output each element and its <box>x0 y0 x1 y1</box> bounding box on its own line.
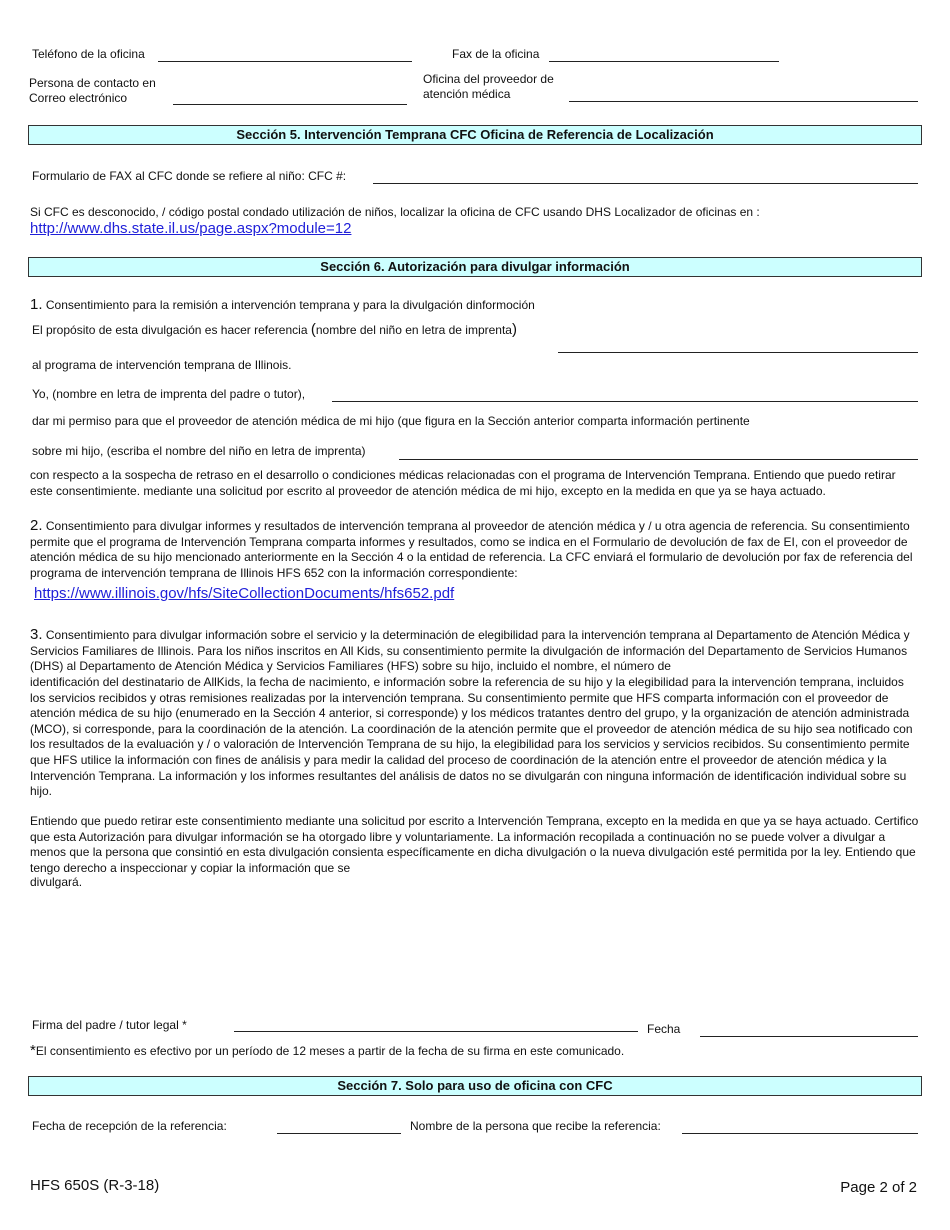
signature-label: Firma del padre / tutor legal * <box>32 1018 187 1032</box>
referral-receiver-field[interactable] <box>682 1133 918 1134</box>
provider-office-field[interactable] <box>569 101 918 102</box>
item-1-heading <box>30 297 535 313</box>
contact-email-field[interactable] <box>173 104 407 105</box>
parent-name-label: Yo, (nombre en letra de imprenta del padre o tutor), <box>32 387 306 401</box>
provider-office-label-line1: Oficina del proveedor de <box>423 72 554 86</box>
office-phone-label: Teléfono de la oficina <box>32 47 145 61</box>
cfc-fax-label: Formulario de FAX al CFC donde se refiere al niño: CFC #: <box>32 169 347 183</box>
item-3-paragraph <box>30 627 920 675</box>
item-1-title: Consentimiento para la remisión a intervención temprana y para la divulgación dinformoción <box>45 298 535 312</box>
section-7-title: Sección 7. Solo para uso de oficina con CFC <box>28 1076 922 1096</box>
office-fax-field[interactable] <box>549 61 779 62</box>
footnote-star: * <box>30 1042 36 1059</box>
purpose-paren-open: ( <box>310 321 316 338</box>
page-number: Page 2 of 2 <box>840 1179 917 1196</box>
footnote-text: El consentimiento es efectivo por un período de 12 meses a partir de la fecha de su firma en este comunicado. <box>35 1044 625 1058</box>
item-2-number: 2. <box>30 517 43 534</box>
purpose-paren-close: ) <box>511 321 517 338</box>
child-name-field-1[interactable] <box>558 352 918 353</box>
form-id: HFS 650S (R-3-18) <box>30 1177 160 1194</box>
date-field[interactable] <box>700 1036 918 1037</box>
provider-office-label-line2: atención médica <box>423 87 511 101</box>
office-phone-field[interactable] <box>158 61 412 62</box>
child-name-label: sobre mi hijo, (escriba el nombre del niño en letra de imprenta) <box>32 444 366 458</box>
date-label: Fecha <box>647 1022 681 1036</box>
hfs652-link[interactable]: https://www.illinois.gov/hfs/SiteCollectionDocuments/hfs652.pdf <box>34 585 455 602</box>
item-2-body: Consentimiento para divulgar informes y resultados de intervención temprana al proveedor de atención médica y / u otra agencia de referencia. Su consentimiento permite que el programa de Intervención Temprana comparta informes y resultados, como se indica en el Formulario de devolución de fax de EI, con el proveedor de atención médica de su hijo mencionado anteriormente en la Sección 4 o la entidad de referencia. La CFC enviará el formulario de devolución por fax de referencia del programa de intervención temprana de Illinois HFS 652 con la información correspondiente: <box>30 519 913 580</box>
contact-email-label-line1: Persona de contacto en <box>29 76 156 90</box>
dhs-locator-link[interactable]: http://www.dhs.state.il.us/page.aspx?module=12 <box>30 220 352 237</box>
parent-name-field[interactable] <box>332 401 918 402</box>
referral-receiver-label: Nombre de la persona que recibe la referencia: <box>410 1119 661 1133</box>
consent-footnote <box>30 1043 624 1059</box>
cfc-number-field[interactable] <box>373 183 918 184</box>
item-1-body: con respecto a la sospecha de retraso en el desarrollo o condiciones médicas relacionadas con el programa de Intervención Temprana. Entiendo que puedo retirar este consentimiente. mediante una solicitud por escrito al proveedor de atención médica de mi hijo, excepto en la medida en que ya se haya actuado. <box>30 468 896 498</box>
purpose-text: El propósito de esta divulgación es hacer referencia <box>32 323 308 337</box>
purpose-line <box>32 322 517 338</box>
child-name-field-2[interactable] <box>399 459 918 460</box>
item-3-lead: Consentimiento para divulgar información sobre el servicio y la determinación de elegibilidad para la intervención temprana al Departamento de Atención Médica y Servicios Familiares de Illinois. Para los niños inscritos en All Kids, su consentimiento permite la divulgación de información del Departamento de Servicios Humanos (DHS) al Departamento de Atención Médica y Servicios Familiares (HFS) sobre su hijo, incluido el nombre, el número de <box>30 628 910 674</box>
signature-field[interactable] <box>234 1031 638 1032</box>
section-6-title: Sección 6. Autorización para divulgar información <box>28 257 922 277</box>
withdraw-text: Entiendo que puedo retirar este consentimiento mediante una solicitud por escrito a Intervención Temprana, excepto en la medida en que ya se haya actuado. Certifico que esta Autorización para divulgar información se ha otorgado libre y voluntariamente. La información recopilada a continuación no se puede volver a divulgar a menos que la persona que consintió en esta divulgación consienta específicamente en dicha divulgación o la nueva divulgación esté permitida por la ley. Entiendo que tengo derecho a inspeccionar y copiar la información que se <box>30 814 919 875</box>
withdraw-end: divulgará. <box>30 875 83 889</box>
item-2-paragraph <box>30 518 920 581</box>
cfc-unknown-text: Si CFC es desconocido, / código postal condado utilización de niños, localizar la oficina de CFC usando DHS Localizador de oficinas en : <box>30 205 760 219</box>
contact-email-label-line2: Correo electrónico <box>29 91 128 105</box>
item-3-body: identificación del destinatario de AllKids, la fecha de nacimiento, e información sobre la referencia de su hijo y la elegibilidad para la intervención temprana, incluidos los servicios recibidos y otras remisiones realizadas por la intervención temprana. Su consentimiento permite que HFS comparta información con el proveedor de atención médica de su hijo (enumerado en la Sección 4 anterior, si corresponde) y los médicos tratantes dentro del grupo, y la organización de atención administrada (MCO), si corresponde, para la coordinación de la atención. La coordinación de la atención permite que el proveedor de atención médica de su hijo sea notificado con los resultados de la evaluación y / o valoración de Intervención Temprana de su hijo, la elegibilidad para los servicios y servicios recibidos. Su consentimiento permite que HFS utilice la información con fines de análisis y para medir la calidad del proceso de coordinación de la atención entre el proveedor de atención médica y la Intervención Temprana. La información y los informes resultantes del análisis de datos no se divulgarán con ninguna información de identificación individual sobre su hijo. <box>30 675 913 799</box>
section-5-title: Sección 5. Intervención Temprana CFC Oficina de Referencia de Localización <box>28 125 922 145</box>
item-3-number: 3. <box>30 626 43 643</box>
program-text: al programa de intervención temprana de Illinois. <box>32 358 292 372</box>
office-fax-label: Fax de la oficina <box>452 47 540 61</box>
referral-received-field[interactable] <box>277 1133 401 1134</box>
purpose-paren-text: nombre del niño en letra de imprenta <box>315 323 512 337</box>
referral-received-label: Fecha de recepción de la referencia: <box>32 1119 227 1133</box>
permission-text: dar mi permiso para que el proveedor de atención médica de mi hijo (que figura en la Sección anterior comparta información pertinente <box>32 414 750 428</box>
item-1-number: 1. <box>30 296 43 313</box>
